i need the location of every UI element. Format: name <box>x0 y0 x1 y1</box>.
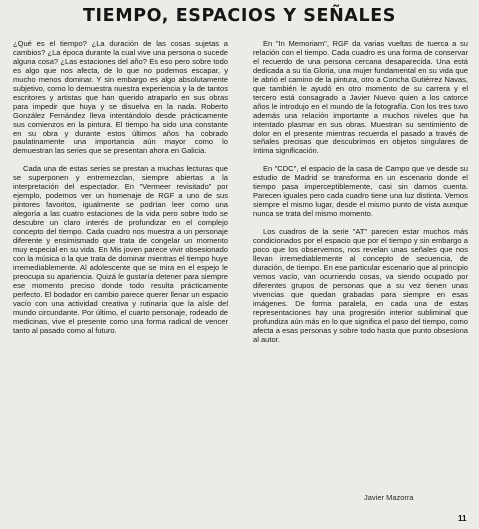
page-title: TIEMPO, ESPACIOS Y SEÑALES <box>83 6 396 26</box>
author-signature: Javier Mazorra <box>364 493 414 502</box>
right-paragraph-2: En "CDC", el espacio de la casa de Campo que ve desde su estudio de Madrid se transforma en un escenario donde el tiempo pasa imperceptiblemente, casi sin darnos cuenta. Parecen iguales pero cada cuadro tiene una luz distinta. Vemos siempre el mismo lugar, desde el mismo punto de vista aunque nunca se trata del mismo momento. <box>253 164 468 219</box>
left-paragraph-2: Cada una de estas series se prestan a muchas lecturas que se superponen y entremezclan, siempre abiertas a la interpretación del espectador. En "Vermeer revisitado" por ejemplo, podemos ver un homenaje de RGF a uno de sus pintores favoritos, igualmente se podrían leer como una alegoría a las cuatro estaciones de la vida pero sobre todo se descubre un claro interés de profundizar en el complejo concepto del tiempo. Cada cuadro nos muestra a un personaje diferente y ensimismado que trata de congelar un momento muy especial en su vida. En Mis joven parece vivir obsesionado con la música o la que trata de dominar mientras el tiempo huye irremediablemente. Al adolescente que se mira en el espejo le preocupa su apariencia. Quizá le gustaría detener para siempre ese momento preciso donde todo resulta prácticamente perfecto. El bodador en cambio parece querer llenar un espacio vacío con una actividad creativa y rutinaria que la aísle del mundo circundante. Por último, el cuarto personaje, rodeado de medicinas, vive el presente como una forma radical de vencer tanto al pasado como al futuro. <box>13 164 228 335</box>
right-paragraph-3: Los cuadros de la serie "AT" parecen estar muchos más condicionados por el espacio que por el tiempo y sin embargo a poco que los observemos, nos revelan unas señales que nos llevan irremediablemente al concepto de secuencia, de duración, de tiempo. En ese particular escenario que al principio vemos vacío, van ocurriendo cosas, va siendo ocupado por diferentes grupos de personas que a su vez tienen unas vivencias que quedan grabadas para siempre en esas imágenes. De forma paralela, en cada una de estas representaciones hay una progresión interior subliminal que profundiza aún más en lo que significa el paso del tiempo, como afecta a esas personas y sobre todo hasta que punto obsesiona al autor. <box>253 227 468 344</box>
page-number: 11 <box>458 514 467 523</box>
left-column <box>13 40 228 345</box>
right-column <box>253 40 468 354</box>
right-paragraph-1: En "In Memoriam", RGF da varias vueltas de tuerca a su relación con el tiempo. Cada cuadro es una forma de conservar el recuerdo de una persona cercana desaparecida. Una está dedicada a su tía Gloria, una mujer fundamental en su vida que le abrió el camino de la pintura, otro a Concha Gutiérrez Navas, que también le ayudó en otro momento de su carrera y el tercero está consagrado a Javier Nuevo quien a los catorce años le introdujo en el mundo de la fotografía. Con los tres tuvo además una relación importante a muchos niveles que ha intentado plasmar en sus obras. Muestran su sentimiento de dolor en el presente mientras recuerda el pasado a través de señales precisas que descubrimos en objetos singulares de íntima significación. <box>253 39 468 156</box>
left-paragraph-1: ¿Qué es el tiempo? ¿La duración de las cosas sujetas a cambios? ¿La época durante la cual vive una persona o sucede alguna cosa? ¿Las estaciones del año? Es eso pero sobre todo es algo que nos afecta, de lo que no podemos escapar, y mucho menos dominar. Y sin embargo es algo absolutamente subjetivo, como lo demuestra nuestra experiencia y la de tantos escritores y artistas que han querido atraparlo en sus obras para impedir que huya y se disuelva en la nada. Roberto González Fernández lleva intentándolo desde prácticamente sus comienzos en la pintura. El tiempo ha sido una constante en su obra y durante estos últimos años ha cobrado paulatinamente una importancia aún mayor como lo demuestran las series que se presentan ahora en Galicia. <box>13 39 228 156</box>
